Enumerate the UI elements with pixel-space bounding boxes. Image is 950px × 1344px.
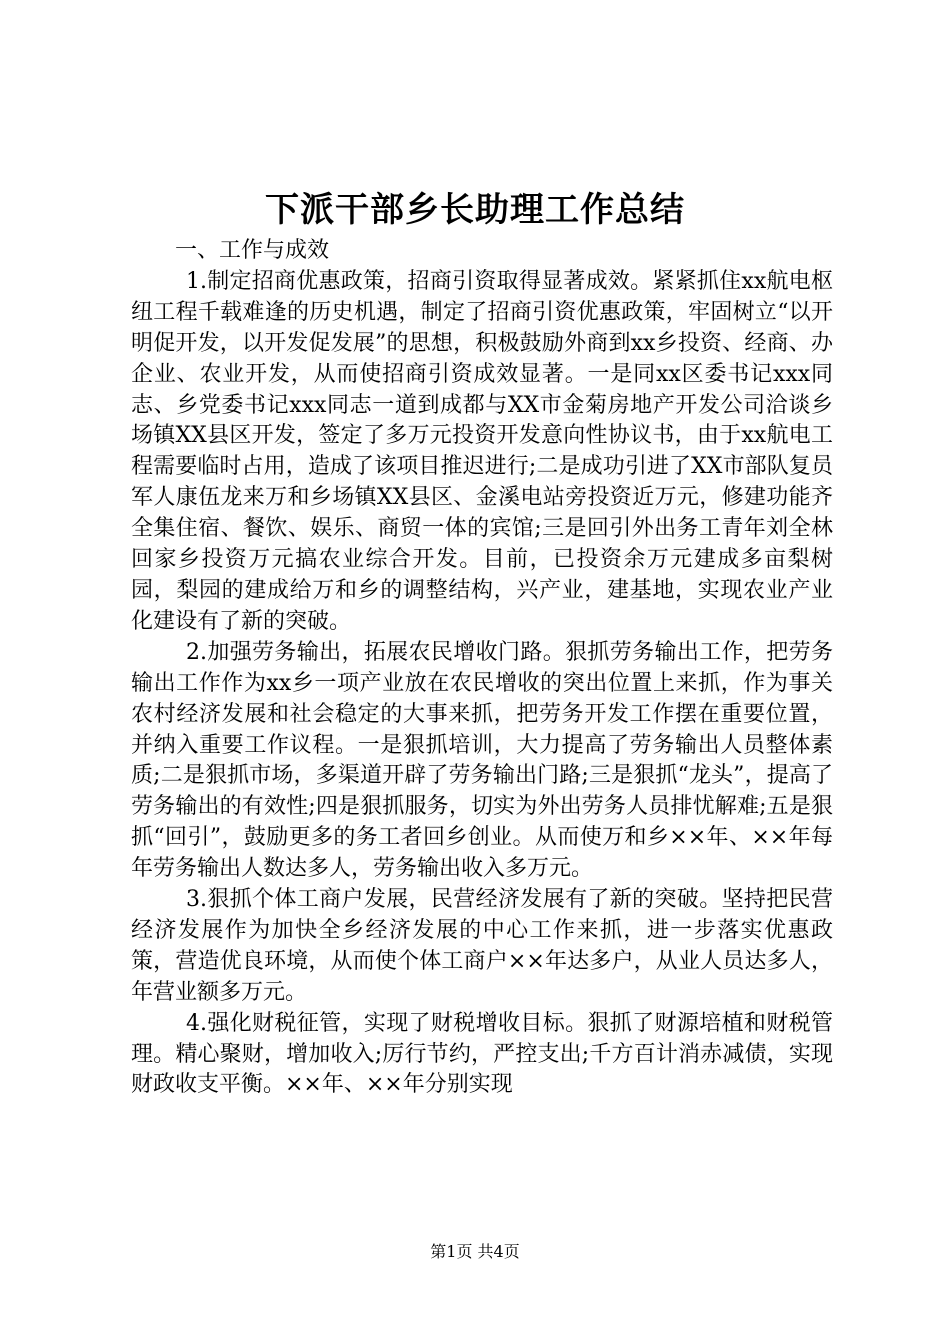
document-body xyxy=(131,236,833,1101)
paragraph-2: 2.加强劳务输出，拓展农民增收门路。狠抓劳务输出工作，把劳务输出工作作为xx乡一项产业放在农民增收的突出位置上来抓，作为事关农村经济发展和社会稳定的大事来抓，把劳务开发工作摆在重要位置，并纳入重要工作议程。一是狠抓培训，大力提高了劳务输出人员整体素质;二是狠抓市场，多渠道开辟了劳务输出门路;三是狠抓“龙头”，提高了劳务输出的有效性;四是狠抓服务，切实为外出劳务人员排忧解难;五是狠抓“回引”，鼓励更多的务工者回乡创业。从而使万和乡××年、××年每年劳务输出人数达多人，劳务输出收入多万元。 xyxy=(131,639,833,882)
paragraph-3: 3.狠抓个体工商户发展，民营经济发展有了新的突破。坚持把民营经济发展作为加快全乡经济发展的中心工作来抓，进一步落实优惠政策，营造优良环境，从而使个体工商户××年达多户，从业人员达多人，年营业额多万元。 xyxy=(131,887,833,1005)
paragraph-1: 1.制定招商优惠政策，招商引资取得显著成效。紧紧抓住xx航电枢纽工程千载难逢的历史机遇，制定了招商引资优惠政策，牢固树立“以开明促开发，以开发促发展”的思想，积极鼓励外商到xx乡投资、经商、办企业、农业开发，从而使招商引资成效显著。一是同xx区委书记xxx同志、乡党委书记xxx同志一道到成都与XX市金菊房地产开发公司洽谈乡场镇XX县区开发，签定了多万元投资开发意向性协议书，由于xx航电工程需要临时占用，造成了该项目推迟进行;二是成功引进了XX市部队复员军人康伍龙来万和乡场镇XX县区、金溪电站旁投资近万元，修建功能齐全集住宿、餐饮、娱乐、商贸一体的宾馆;三是回引外出务工青年刘全林回家乡投资万元搞农业综合开发。目前，已投资余万元建成多亩梨树园，梨园的建成给万和乡的调整结构，兴产业，建基地，实现农业产业化建设有了新的突破。 xyxy=(131,268,833,634)
section-heading: 一、工作与成效 xyxy=(175,238,330,263)
paragraph-4: 4.强化财税征管，实现了财税增收目标。狠抓了财源培植和财税管理。精心聚财，增加收入;厉行节约，严控支出;千方百计消赤减债，实现财政收支平衡。××年、××年分别实现 xyxy=(131,1010,833,1098)
page-footer: 第1页 共4页 xyxy=(430,1242,520,1261)
document-title: 下派干部乡长助理工作总结 xyxy=(265,190,685,230)
